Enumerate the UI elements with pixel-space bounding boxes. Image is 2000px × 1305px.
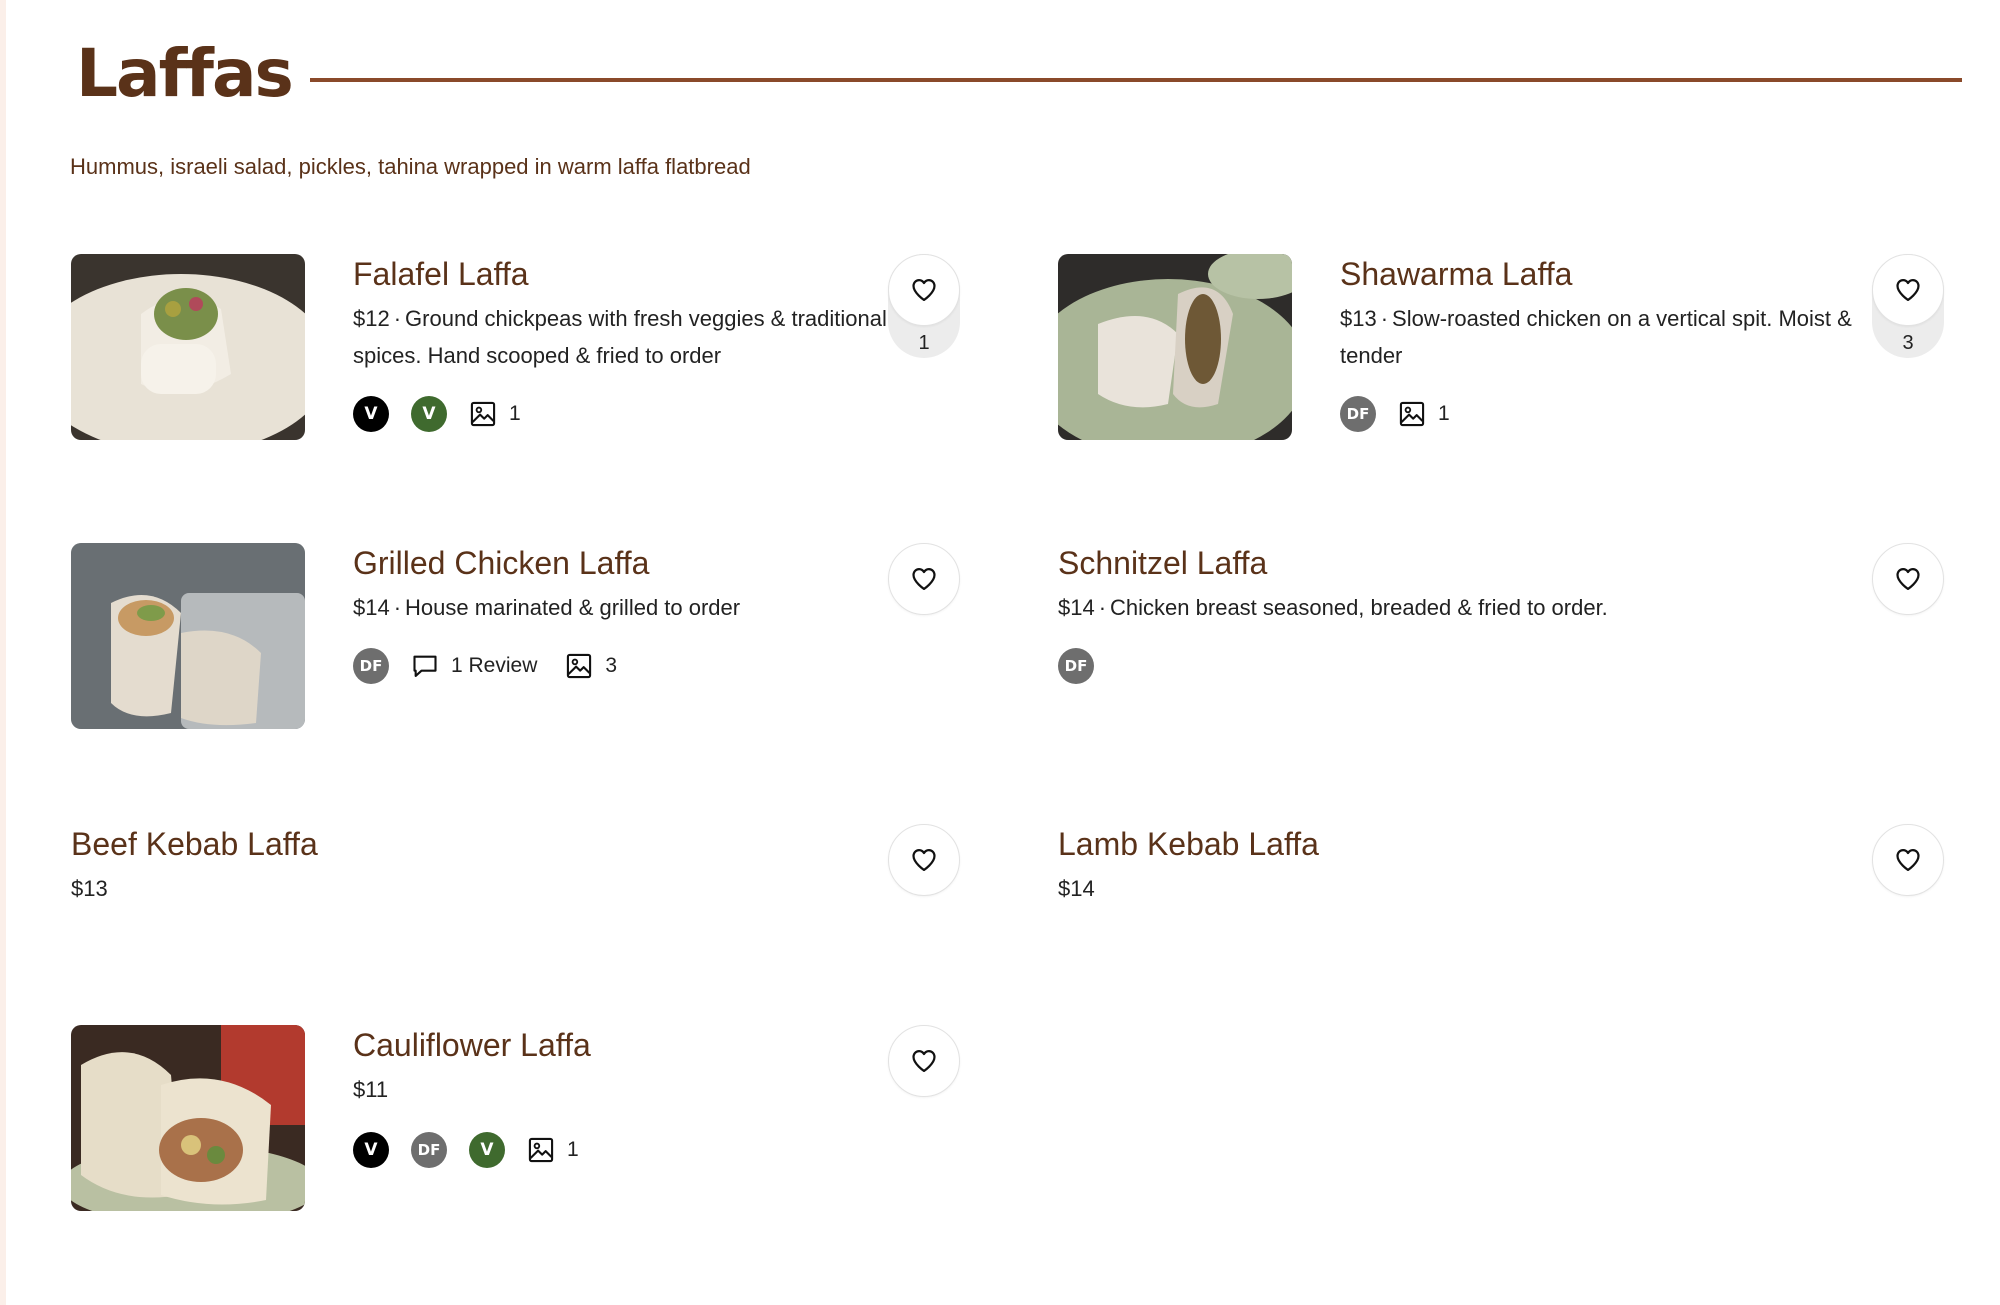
- heart-icon: [910, 565, 938, 593]
- section-description: Hummus, israeli salad, pickles, tahina wrapped in warm laffa flatbread: [70, 154, 751, 179]
- item-description: [1058, 870, 1858, 907]
- favorite-button[interactable]: [888, 543, 960, 615]
- dietary-badges: [1058, 646, 1858, 686]
- favorite-button[interactable]: [888, 824, 960, 896]
- item-description: $14 · Chicken breast seasoned, breaded & fried to order.: [1058, 595, 1608, 620]
- favorite-button[interactable]: [1872, 543, 1944, 615]
- item-description-text: Ground chickpeas with fresh veggies & traditional spices. Hand scooped & fried to order: [353, 306, 887, 368]
- image-icon: [565, 652, 593, 680]
- photo-count[interactable]: 3: [565, 652, 617, 680]
- dietary-badges: [1340, 394, 1880, 434]
- item-info: [1058, 543, 1858, 686]
- item-description-text: Chicken breast seasoned, breaded & fried to order.: [1110, 595, 1608, 620]
- item-info: [353, 254, 893, 434]
- item-price: $13: [1340, 306, 1377, 331]
- vegan-badge: V: [353, 1132, 389, 1168]
- image-icon: [1398, 400, 1426, 428]
- item-name[interactable]: Cauliflower Laffa: [353, 1027, 591, 1063]
- menu-item-lamb-kebab-laffa[interactable]: [1058, 824, 1958, 1024]
- item-info: [71, 824, 871, 907]
- item-photo[interactable]: [71, 1025, 305, 1211]
- photo-count[interactable]: 1: [469, 400, 521, 428]
- comment-icon: [411, 652, 439, 680]
- item-name[interactable]: Beef Kebab Laffa: [71, 826, 318, 862]
- item-name[interactable]: Shawarma Laffa: [1340, 256, 1573, 292]
- menu-item-schnitzel-laffa[interactable]: [1058, 543, 1958, 743]
- item-info: [353, 543, 893, 686]
- item-description: $12 · Ground chickpeas with fresh veggies & traditional spices. Hand scooped & fried to order: [353, 306, 887, 368]
- heart-icon: [910, 276, 938, 304]
- menu-item-grilled-chicken-laffa[interactable]: [71, 543, 971, 743]
- item-name[interactable]: Falafel Laffa: [353, 256, 529, 292]
- favorite-control: [1872, 254, 1944, 358]
- item-description: [353, 1071, 893, 1108]
- item-name[interactable]: Schnitzel Laffa: [1058, 545, 1268, 581]
- dietary-badges: [353, 394, 893, 434]
- item-info: [1340, 254, 1880, 434]
- favorite-count: 1: [918, 332, 930, 354]
- item-price: $11: [353, 1077, 389, 1102]
- favorite-button[interactable]: [1872, 824, 1944, 896]
- dairy-free-badge: DF: [411, 1132, 447, 1168]
- item-price: $12: [353, 306, 390, 331]
- heart-icon: [1894, 276, 1922, 304]
- menu-item-falafel-laffa[interactable]: [71, 254, 971, 454]
- favorite-button[interactable]: [888, 1025, 960, 1097]
- menu-item-beef-kebab-laffa[interactable]: [71, 824, 971, 1024]
- heart-icon: [910, 1047, 938, 1075]
- vegetarian-badge: V: [411, 396, 447, 432]
- item-price: $13: [71, 876, 108, 901]
- dairy-free-badge: DF: [1340, 396, 1376, 432]
- item-name[interactable]: Lamb Kebab Laffa: [1058, 826, 1319, 862]
- item-price: $14: [1058, 876, 1095, 901]
- item-photo[interactable]: [71, 254, 305, 440]
- menu-item-cauliflower-laffa[interactable]: [71, 1025, 971, 1225]
- item-description-text: Slow-roasted chicken on a vertical spit. Moist & tender: [1340, 306, 1852, 368]
- item-info: [1058, 824, 1858, 907]
- page-edge: [0, 0, 6, 1305]
- favorite-control: [888, 824, 960, 896]
- favorite-control: [1872, 824, 1944, 896]
- item-info: [353, 1025, 893, 1170]
- item-price: $14: [1058, 595, 1095, 620]
- photo-count[interactable]: 1: [527, 1136, 579, 1164]
- item-description: [71, 870, 871, 907]
- favorite-count: 3: [1902, 332, 1914, 354]
- dairy-free-badge: DF: [1058, 648, 1094, 684]
- dietary-badges: [353, 1130, 893, 1170]
- vegan-badge: V: [353, 396, 389, 432]
- section-title: Laffas: [76, 35, 292, 112]
- favorite-control: [888, 1025, 960, 1097]
- favorite-button[interactable]: [888, 254, 960, 326]
- favorite-control: [888, 543, 960, 615]
- photo-count[interactable]: 1: [1398, 400, 1450, 428]
- item-price: $14: [353, 595, 390, 620]
- item-name[interactable]: Grilled Chicken Laffa: [353, 545, 650, 581]
- dairy-free-badge: DF: [353, 648, 389, 684]
- review-count[interactable]: 1 Review: [411, 652, 537, 680]
- favorite-control: [1872, 543, 1944, 615]
- section-divider: [310, 78, 1962, 82]
- vegetarian-badge: V: [469, 1132, 505, 1168]
- image-icon: [527, 1136, 555, 1164]
- item-photo[interactable]: [1058, 254, 1292, 440]
- favorite-button[interactable]: [1872, 254, 1944, 326]
- heart-icon: [1894, 565, 1922, 593]
- item-description-text: House marinated & grilled to order: [405, 595, 741, 620]
- item-description: $13 · Slow-roasted chicken on a vertical spit. Moist & tender: [1340, 306, 1852, 368]
- image-icon: [469, 400, 497, 428]
- heart-icon: [1894, 846, 1922, 874]
- favorite-control: [888, 254, 960, 358]
- menu-item-shawarma-laffa[interactable]: [1058, 254, 1958, 454]
- section-header: [76, 34, 1962, 114]
- dietary-badges: [353, 646, 893, 686]
- item-photo[interactable]: [71, 543, 305, 729]
- item-description: $14 · House marinated & grilled to order: [353, 595, 741, 620]
- heart-icon: [910, 846, 938, 874]
